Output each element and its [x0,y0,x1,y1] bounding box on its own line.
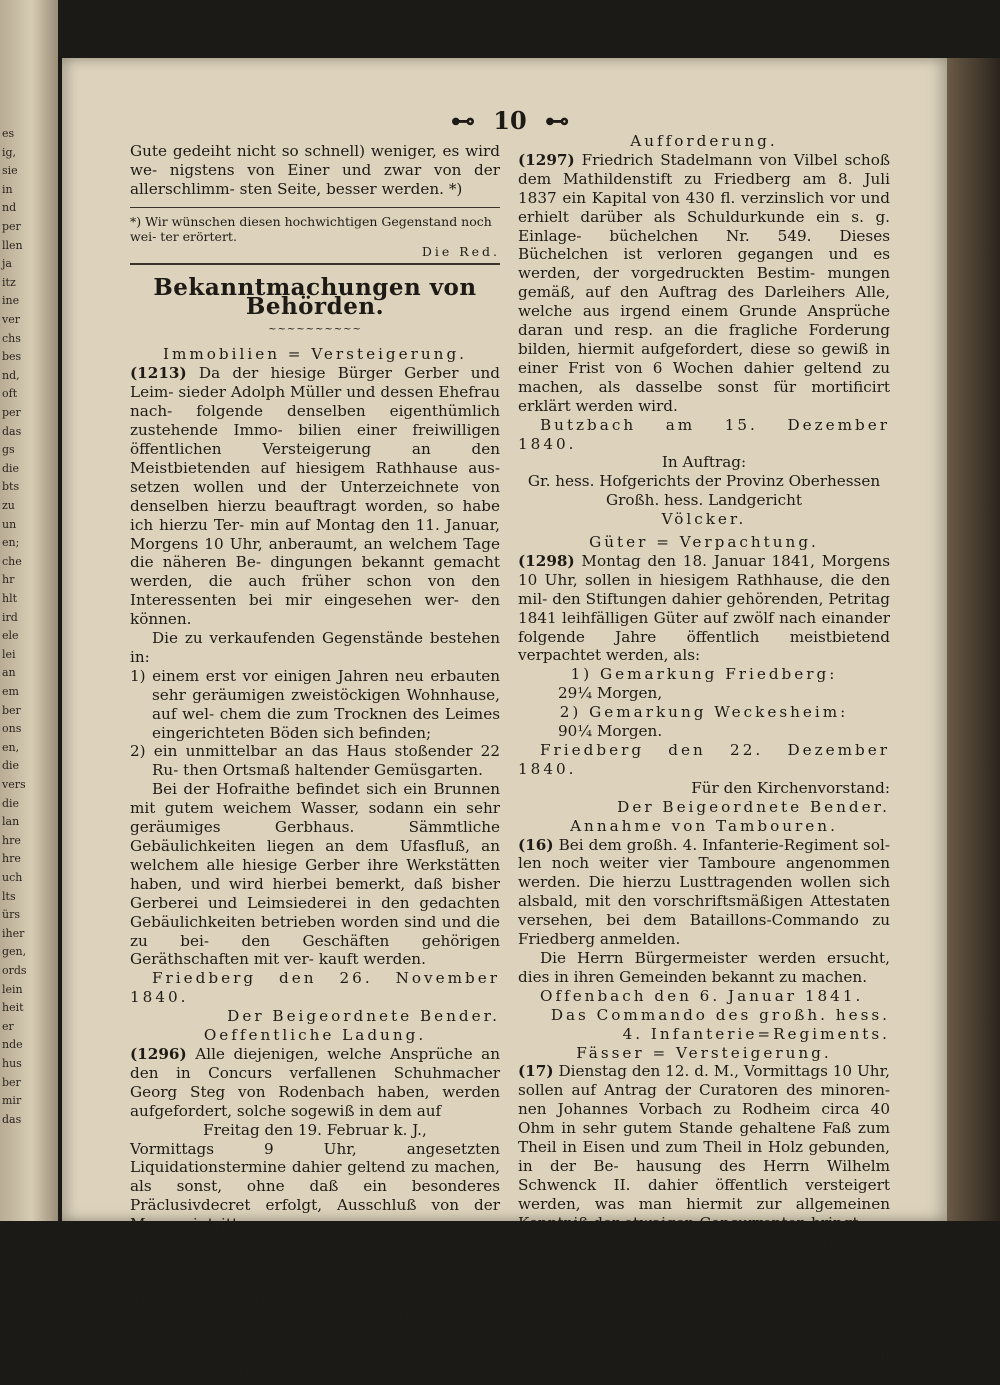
notice-signature: Großh. hess. Landgericht [606,491,802,510]
notice-signature: Das Commando des großh. hess. [550,1005,890,1024]
notice-number: (16) [518,835,554,854]
notice-signature: Gr. hess. Hofgerichts der Provinz Oberhessen [527,472,881,491]
footnote-signature: Die Red. [421,243,500,259]
notice-17 [518,1062,890,1232]
margin-fragment: bes [2,350,22,364]
notice-signature: Für den Kirchenvorstand: [691,778,890,797]
list-item: 2) Gemarkung Weckesheim: [559,703,849,722]
margin-fragment: die [2,796,20,810]
notice-date: Niedereschbach den 6. Januar 1841. [518,1232,890,1270]
notice-text: Auf freiwilligen Antrag der Bürger und Sattler Karl Decher'schen Eheleute soll Dienstag [518,1327,890,1383]
margin-fragment: llen [2,238,23,252]
margin-fragment: es [2,127,15,140]
notice-heading: Aufforderung. [630,132,778,150]
margin-fragment: lein [2,982,23,996]
notice-text: Die zu verkaufenden Gegenstände bestehen in: [130,629,500,666]
margin-fragment: em [2,685,19,698]
notice-date: Friedberg den 26. November 1840. [130,969,500,1007]
notice-text: Bei der Hofraithe befindet sich ein Brunnen mit gutem weichem Wasser, sodann ein sehr geräumiges Gerbhaus. Sämmtliche Gebäulichkeiten liegen an dem Ufasfluß, an welchem alle hiesige Gerber ihre Werkstätten haben, und wird hierbei bemerkt, daß bisher Gerberei und Leimsiederei in den gedachten Gebäulichkeiten betrieben worden sind und die zu bei- den Geschäften gehörigen Geräthschaften mit ver- kauft werden. [130,780,500,969]
margin-fragment: un [2,517,17,531]
margin-fragment: lan [2,815,20,829]
margin-fragment: ine [2,294,20,308]
notice-1298 [518,552,890,665]
margin-fragment: die [2,461,20,475]
list-item: 90¼ Morgen. [558,722,663,741]
margin-fragment: iher [2,926,25,940]
margin-fragment: hre [2,833,21,847]
notice-text: Freitag den 19. Februar k. J., [203,1120,427,1139]
margin-fragment: lei [2,647,16,661]
notice-date: Großkarben den 10. Dezember 1840. [130,1309,500,1347]
margin-fragment: ig, [2,145,17,159]
left-column [130,142,500,1385]
margin-fragment: ja [2,257,12,271]
margin-fragment: ons [2,722,22,736]
notice-heading: Immobilien = Versteigerung. [162,345,468,364]
notice-text: Bei dem großh. 4. Infanterie-Regiment sol- len noch weiter vier Tamboure angenommen werden. Die hierzu Lusttragenden wollen sich alsbald, mit den vorschriftsmäßigen Attestaten versehen, bei dem Bataillons-Commando zu Friedberg anmelden. [518,835,890,949]
margin-fragment: ords [2,964,27,977]
margin-fragment: uch [2,871,23,884]
notice-signature: Großherzoglich hessisches Landgericht [162,1347,468,1366]
footnote-text: *) Wir wünschen diesen hochwichtigen Gegenstand noch wei- ter erörtert. [130,213,492,244]
margin-fragment: nd [2,201,17,215]
margin-fragment: oft [2,387,18,401]
margin-fragment: gs [2,443,15,457]
notice-1296 [130,1045,500,1121]
right-column [518,132,890,1384]
divider [130,263,500,265]
notice-text: Dienstag den 12. d. M., Vormittags 10 Uhr, sollen auf Antrag der Curatoren des minoren- nen Johannes Vorbach zu Rodheim circa 40 Ohm in sehr gutem Stande gehaltene Faß zum Theil in Eisen und zum Theil in Holz gebunden, in der Be- hausung des Herrn Wilhelm Schwenck II. dahier öffentlich versteigert werden, was man hiermit zur allgemeinen Kenntniß der etwaigen Concurrenten bringt. [518,1062,891,1232]
notice-text: Vormittags 9 Uhr, angesetzten Liquidationstermine dahier geltend zu machen, als sonst, ohne daß ein besonderes Präclusivdecret erfolgt, Ausschluß von der Masse eintritt. [130,1139,500,1234]
notice-heading: Fässer = Versteigerung. [576,1043,832,1062]
footnote [130,207,500,259]
notice-heading: Hofraithe = Versteigerung. [559,1308,849,1327]
notice-number: (1213) [130,364,187,383]
notice-date: Friedberg den 22. Dezember 1840. [518,741,890,778]
margin-fragment: lts [2,889,16,903]
margin-fragment: das [2,1112,22,1126]
page-number [450,106,570,135]
ornament-left: ⊷ [450,106,475,135]
margin-fragment: per [2,220,21,233]
notice-18 [518,1327,890,1384]
notice-number: (1296) [130,1044,187,1063]
notice-text: Montag den 18. Januar 1841, Morgens 10 Uhr, sollen in hiesigem Rathhause, die den mil- den Stiftungen dahier gehörenden, Petritag 1841 leihfälligen Güter auf zwölf nach einander folgende Jahre öffentlich meistbietend verpachtet werden, als: [518,551,890,665]
notice-16 [518,836,890,949]
notice-text: Da der hiesige Bürger Gerber und Leim- sieder Adolph Müller und dessen Ehefrau nach- folgende denselben eigenthümlich zustehende Immo- bilien einer freiwilligen öffentlichen Versteigerung an den Meistbietenden auf hiesigem Rathhause aus- setzen wollen und der Unterzeichnete von denselben hierzu beauftragt worden, so habe ich hierzu Ter- min auf Montag den 11. Januar, Morgens 10 Uhr, anberaumt, an welchem Tage die näheren Be- dingungen bekannt gemacht werden, die auch früher schon von den Interessenten bei mir eingesehen wer- den können. [130,364,501,629]
notice-text: In dem Termin soll zugleich die Güte versucht werden, weßhalb die Vollmachten etwaiger Manda- tare zum Abschluß eines Arrangements ermächtigen müssen. [130,1234,500,1309]
notice-signature: Der Beigeordnete Bender. [227,1007,500,1026]
margin-fragment: vers [2,778,26,791]
margin-fragment: gen, [2,945,27,959]
margin-fragment: hre [2,852,21,866]
intro-text: Gute gedeiht nicht so schnell) weniger, es wird we- nigstens von Einer und zwar von der allerschlimm- sten Seite, besser werden. *) [130,142,500,198]
margin-fragment: hlt [2,592,18,605]
margin-fragment: in [2,182,13,196]
notice-date: Offenbach den 6. Januar 1841. [540,986,864,1005]
margin-fragment: sie [2,164,18,178]
notice-number: (17) [518,1062,554,1081]
notice-signature: Völcker. [661,510,747,529]
margin-fragment: en, [2,740,20,754]
list-item: 1) einem erst vor einigen Jahren neu erbauten sehr geräumigen zweistöckigen Wohnhause, auf wel- chem die zum Trocknen des Leimes eingerichteten Böden sich befinden; [130,666,500,742]
margin-fragment: chs [2,331,21,345]
margin-fragment: nde [2,1038,23,1052]
margin-fragment: zu [2,499,15,512]
margin-fragment: an [2,666,16,680]
margin-fragment: itz [2,275,16,289]
margin-fragment: en; [2,536,20,550]
page-number-value: 10 [493,106,527,135]
margin-fragment: nd, [2,368,20,382]
notice-date: Butzbach am 15. Dezember 1840. [518,415,890,453]
notice-text: Alle diejenigen, welche Ansprüche an den in Concurs verfallenen Schuhmacher Georg Steg von Rodenbach haben, werden aufgefordert, solche sogewiß in dem auf [130,1044,501,1120]
notice-signature: In Auftrag: [661,453,747,472]
margin-fragment: ird [2,610,18,624]
notice-1213 [130,364,500,629]
notice-number: (1298) [518,551,575,570]
notice-signature: Fahz. [735,1289,793,1308]
margin-fragment: che [2,554,22,568]
ornament-right: ⊷ [545,106,570,135]
section-title: Bekanntmachungen von Behörden. [153,273,477,320]
margin-fragment: die [2,759,20,773]
facing-page-strip [0,0,58,1221]
margin-fragment: hus [2,1057,22,1070]
notice-number: (1297) [518,150,575,169]
notice-heading: Annahme von Tambouren. [570,816,838,835]
margin-fragment: er [2,1019,14,1033]
notice-text: Friedrich Stadelmann von Vilbel schoß dem Mathildenstift zu Friedberg am 8. Juli 1837 ein Kapital von 430 fl. verzinslich vor und erhielt darüber als Schuldurkunde ein s. g. Einlage- büchelchen Nr. 549. Dieses Büchelchen ist verloren gegangen und es werden, der vorgedruckten Bestim- mungen gemäß, auf den Auftrag des Darleihers Alle, welche aus irgend einem Grunde Ansprüche daran und resp. an die fragliche Forderung bilden, hiermit aufgefordert, diese so gewiß in einer Frist von 6 Wochen dahier geltend zu machen, als dasselbe sonst für mortificirt erklärt werden wird. [518,150,891,415]
notice-signature: Der Beigeordnete Bender. [617,797,890,816]
notice-heading: Oeffentliche Ladung. [203,1026,427,1045]
notice-1297 [518,151,890,416]
notice-number: (18) [518,1327,554,1346]
notice-signature: 4. Infanterie=Regiments. [622,1024,890,1043]
margin-fragment: das [2,424,22,438]
margin-fragment: per [2,406,21,419]
notice-text: Die Herrn Bürgermeister werden ersucht, dies in ihren Gemeinden bekannt zu machen. [518,948,890,986]
margin-fragment: ber [2,1075,21,1089]
margin-fragment: ver [2,313,20,326]
margin-fragment: mir [2,1094,22,1108]
margin-fragment: ele [2,629,19,643]
title-ornament: ~~~~~~~~~~ [268,323,362,335]
list-item: 1) Gemarkung Friedberg: [570,665,838,684]
notice-signature: Der großh. hess. Bürgermeister [644,1270,890,1289]
notice-signature: Muhl. Schmidt. [234,1366,396,1385]
list-item: 2) ein unmittelbar an das Haus stoßender 22 Ru- then Ortsmaß haltender Gemüsgarten. [130,742,500,780]
margin-fragment: ber [2,703,21,717]
page-edge [947,58,1000,1221]
margin-fragment: hr [2,573,15,587]
margin-fragment: ürs [2,908,20,922]
margin-fragment: heit [2,1001,24,1015]
margin-fragment: bts [2,480,20,494]
list-item: 29¼ Morgen, [558,684,663,703]
notice-heading: Güter = Verpachtung. [589,533,819,552]
